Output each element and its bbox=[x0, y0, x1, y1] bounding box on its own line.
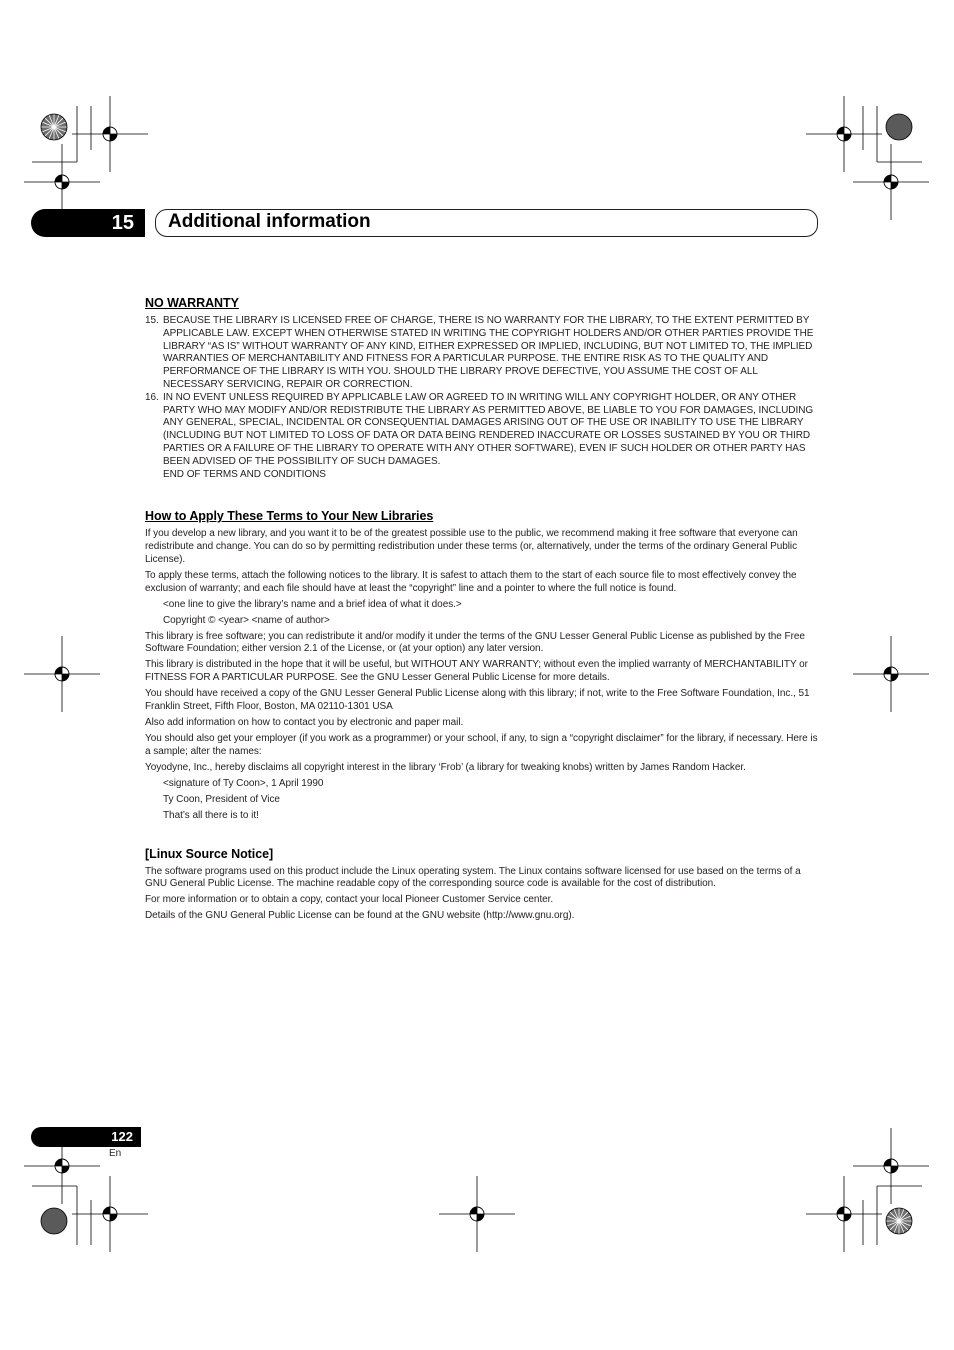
linux-notice-heading: [Linux Source Notice] bbox=[145, 846, 274, 861]
no-warranty-heading: NO WARRANTY bbox=[145, 296, 239, 310]
main-content bbox=[145, 296, 819, 926]
warranty-clause-list bbox=[145, 315, 819, 469]
signature-line: <signature of Ty Coon>, 1 April 1990 bbox=[163, 777, 324, 789]
warranty-clause bbox=[145, 392, 819, 469]
paragraph: This library is free software; you can redistribute it and/or modify it under the terms of the GNU Lesser General Public License as published by the Free Software Foundation; either version 2.1 of the License, or (at your option) any later version. bbox=[145, 630, 805, 655]
clause-text: IN NO EVENT UNLESS REQUIRED BY APPLICABLE LAW OR AGREED TO IN WRITING WILL ANY COPYRIGHT HOLDER, OR ANY OTHER PARTY WHO MAY MODIFY AND/OR REDISTRIBUTE THE LIBRARY AS PERMITTED ABOVE, BE LIABLE TO YOU FOR DAMAGES, INCLUDING ANY GENERAL, SPECIAL, INCIDENTAL OR CONSEQUENTIAL DAMAGES ARISING OUT OF THE USE OR INABILITY TO USE THE LIBRARY (INCLUDING BUT NOT LIMITED TO LOSS OF DATA OR DATA BEING RENDERED INACCURATE OR LOSSES SUSTAINED BY YOU OR THIRD PARTIES OR A FAILURE OF THE LIBRARY TO OPERATE WITH ANY OTHER SOFTWARE), EVEN IF SUCH HOLDER OR OTHER PARTY HAS BEEN ADVISED OF THE POSSIBILITY OF SUCH DAMAGES. bbox=[163, 391, 814, 467]
paragraph: Yoyodyne, Inc., hereby disclaims all copyright interest in the library ‘Frob’ (a library for tweaking knobs) written by James Random Hacker. bbox=[145, 761, 746, 773]
chapter-number: 15 bbox=[31, 209, 145, 237]
chapter-title: Additional information bbox=[168, 211, 371, 232]
notice-template-line: <one line to give the library’s name and a brief idea of what it does.> bbox=[163, 598, 462, 610]
paragraph: This library is distributed in the hope that it will be useful, but WITHOUT ANY WARRANTY; without even the implied warranty of MERCHANTABILITY or FITNESS FOR A PARTICULAR PURPOSE. See the GNU Lesser General Public License for more details. bbox=[145, 659, 808, 684]
paragraph: Also add information on how to contact you by electronic and paper mail. bbox=[145, 717, 464, 729]
how-to-apply-section bbox=[145, 509, 819, 822]
closing-line: That’s all there is to it! bbox=[163, 809, 259, 821]
end-of-terms: END OF TERMS AND CONDITIONS bbox=[163, 468, 326, 480]
paragraph: You should also get your employer (if you work as a programmer) or your school, if any, to sign a “copyright disclaimer” for the library, if necessary. Here is a sample; alter the names: bbox=[145, 733, 818, 757]
warranty-clause bbox=[145, 315, 819, 392]
clause-number: 15. bbox=[145, 315, 159, 326]
language-code: En bbox=[109, 1148, 122, 1159]
paragraph: Details of the GNU General Public License can be found at the GNU website (http://www.gnu.org). bbox=[145, 910, 575, 922]
clause-number: 16. bbox=[145, 391, 159, 403]
paragraph: If you develop a new library, and you want it to be of the greatest possible use to the public, we recommend making it free software that everyone can redistribute and change. You can do so by permitting redistribution under these terms (or, alternatively, under the terms of the ordinary General Public License). bbox=[145, 528, 798, 565]
clause-text: BECAUSE THE LIBRARY IS LICENSED FREE OF CHARGE, THERE IS NO WARRANTY FOR THE LIBRARY, TO THE EXTENT PERMITTED BY APPLICABLE LAW. EXCEPT WHEN OTHERWISE STATED IN WRITING THE COPYRIGHT HOLDERS AND/OR OTHER PARTIES PROVIDE THE LIBRARY “AS IS” WITHOUT WARRANTY OF ANY KIND, EITHER EXPRESSED OR IMPLIED, INCLUDING, BUT NOT LIMITED TO, THE IMPLIED WARRANTIES OF MERCHANTABILITY AND FITNESS FOR A PARTICULAR PURPOSE. THE ENTIRE RISK AS TO THE QUALITY AND PERFORMANCE OF THE LIBRARY IS WITH YOU. SHOULD THE LIBRARY PROVE DEFECTIVE, YOU ASSUME THE COST OF ALL NECESSARY SERVICING, REPAIR OR CORRECTION. bbox=[163, 315, 814, 390]
how-to-apply-heading: How to Apply These Terms to Your New Libraries bbox=[145, 509, 434, 524]
paragraph: You should have received a copy of the GNU Lesser General Public License along with this library; if not, write to the Free Software Foundation, Inc., 51 Franklin Street, Fifth Floor, Boston, MA 02110-1301 USA bbox=[145, 688, 810, 713]
page-number: 122 bbox=[31, 1127, 141, 1147]
signatory-line: Ty Coon, President of Vice bbox=[163, 793, 280, 805]
paragraph: For more information or to obtain a copy, contact your local Pioneer Customer Service center. bbox=[145, 894, 554, 906]
paragraph: To apply these terms, attach the following notices to the library. It is safest to attach them to the start of each source file to most effectively convey the exclusion of warranty; and each file should have at least the “copyright” line and a pointer to where the full notice is found. bbox=[145, 569, 797, 594]
paragraph: The software programs used on this product include the Linux operating system. The Linux contains software licensed for use based on the terms of a GNU General Public License. The machine readable copy of the corresponding source code is available for the cost of distribution. bbox=[145, 865, 801, 890]
linux-notice-section bbox=[145, 847, 819, 924]
copyright-template-line: Copyright © <year> <name of author> bbox=[163, 614, 330, 626]
no-warranty-section bbox=[145, 296, 819, 481]
